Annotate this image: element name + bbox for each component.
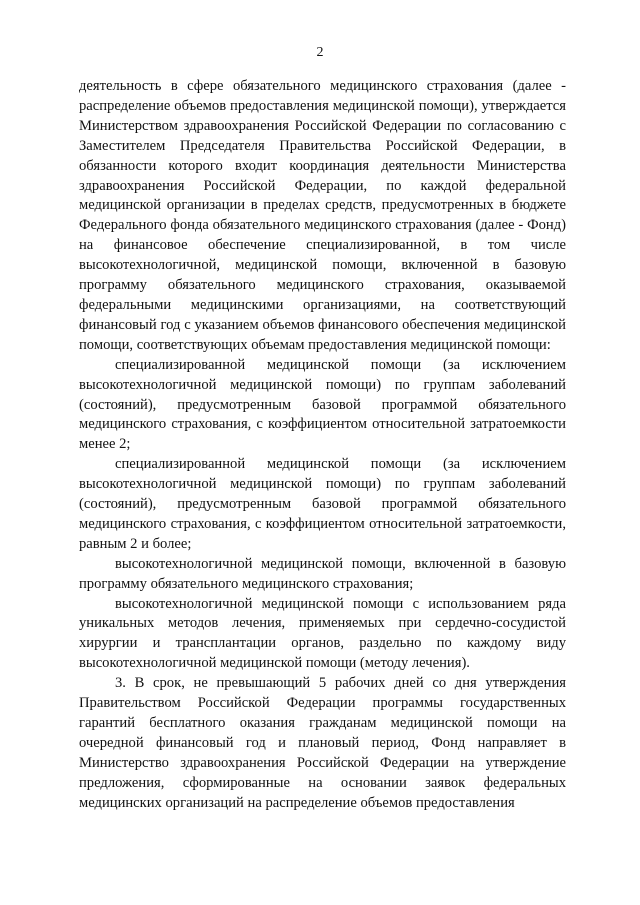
page-number: 2 <box>316 45 324 60</box>
list-item-specialized-care-low: специализированной медицинской помощи (за исключением высокотехнологичной медицинской помощи) по группам заболеваний (состояний), предусмотренным базовой программой обязательного медицинского страхования, с коэффициентом относительной затратоемкости менее 2; <box>79 356 566 453</box>
paragraph-continuation: деятельность в сфере обязательного медицинского страхования (далее - распределение объемов предоставления медицинской помощи), утверждается Министерством здравоохранения Российской Федерации по согласованию с Заместителем Председателя Правительства Российской Федерации, в обязанности которого входит координация деятельности Министерства здравоохранения Российской Федерации, по каждой федеральной медицинской организации в пределах средств, предусмотренных в бюджете Федерального фонда обязательного медицинского страхования (далее - Фонд) на финансовое обеспечение специализированной, в том числе высокотехнологичной, медицинской помощи, включенной в базовую программу обязательного медицинского страхования, оказываемой федеральными медицинскими организациями, на соответствующий финансовый год с указанием объемов финансового обеспечения медицинской помощи, соответствующих объемам предоставления медицинской помощи: <box>79 78 566 353</box>
list-item-high-tech-care-basic: высокотехнологичной медицинской помощи, включенной в базовую программу обязательного медицинского страхования; <box>79 555 566 592</box>
paragraph-clause-3: 3. В срок, не превышающий 5 рабочих дней со дня утверждения Правительством Российской Федерации программы государственных гарантий бесплатного оказания гражданам медицинской помощи на очередной финансовый год и плановый период, Фонд направляет в Министерство здравоохранения Российской Федерации на утверждение предложения, сформированные на основании заявок федеральных медицинских организаций на распределение объемов предоставления <box>79 675 566 811</box>
document-body <box>79 77 566 814</box>
list-item-high-tech-care-unique: высокотехнологичной медицинской помощи с использованием ряда уникальных методов лечения, применяемых при сердечно-сосудистой хирургии и трансплантации органов, раздельно по каждому виду высокотехнологичной медицинской помощи (методу лечения). <box>79 595 566 672</box>
list-item-specialized-care-high: специализированной медицинской помощи (за исключением высокотехнологичной медицинской помощи) по группам заболеваний (состояний), предусмотренным базовой программой обязательного медицинского страхования, с коэффициентом относительной затратоемкости, равным 2 и более; <box>79 456 566 552</box>
